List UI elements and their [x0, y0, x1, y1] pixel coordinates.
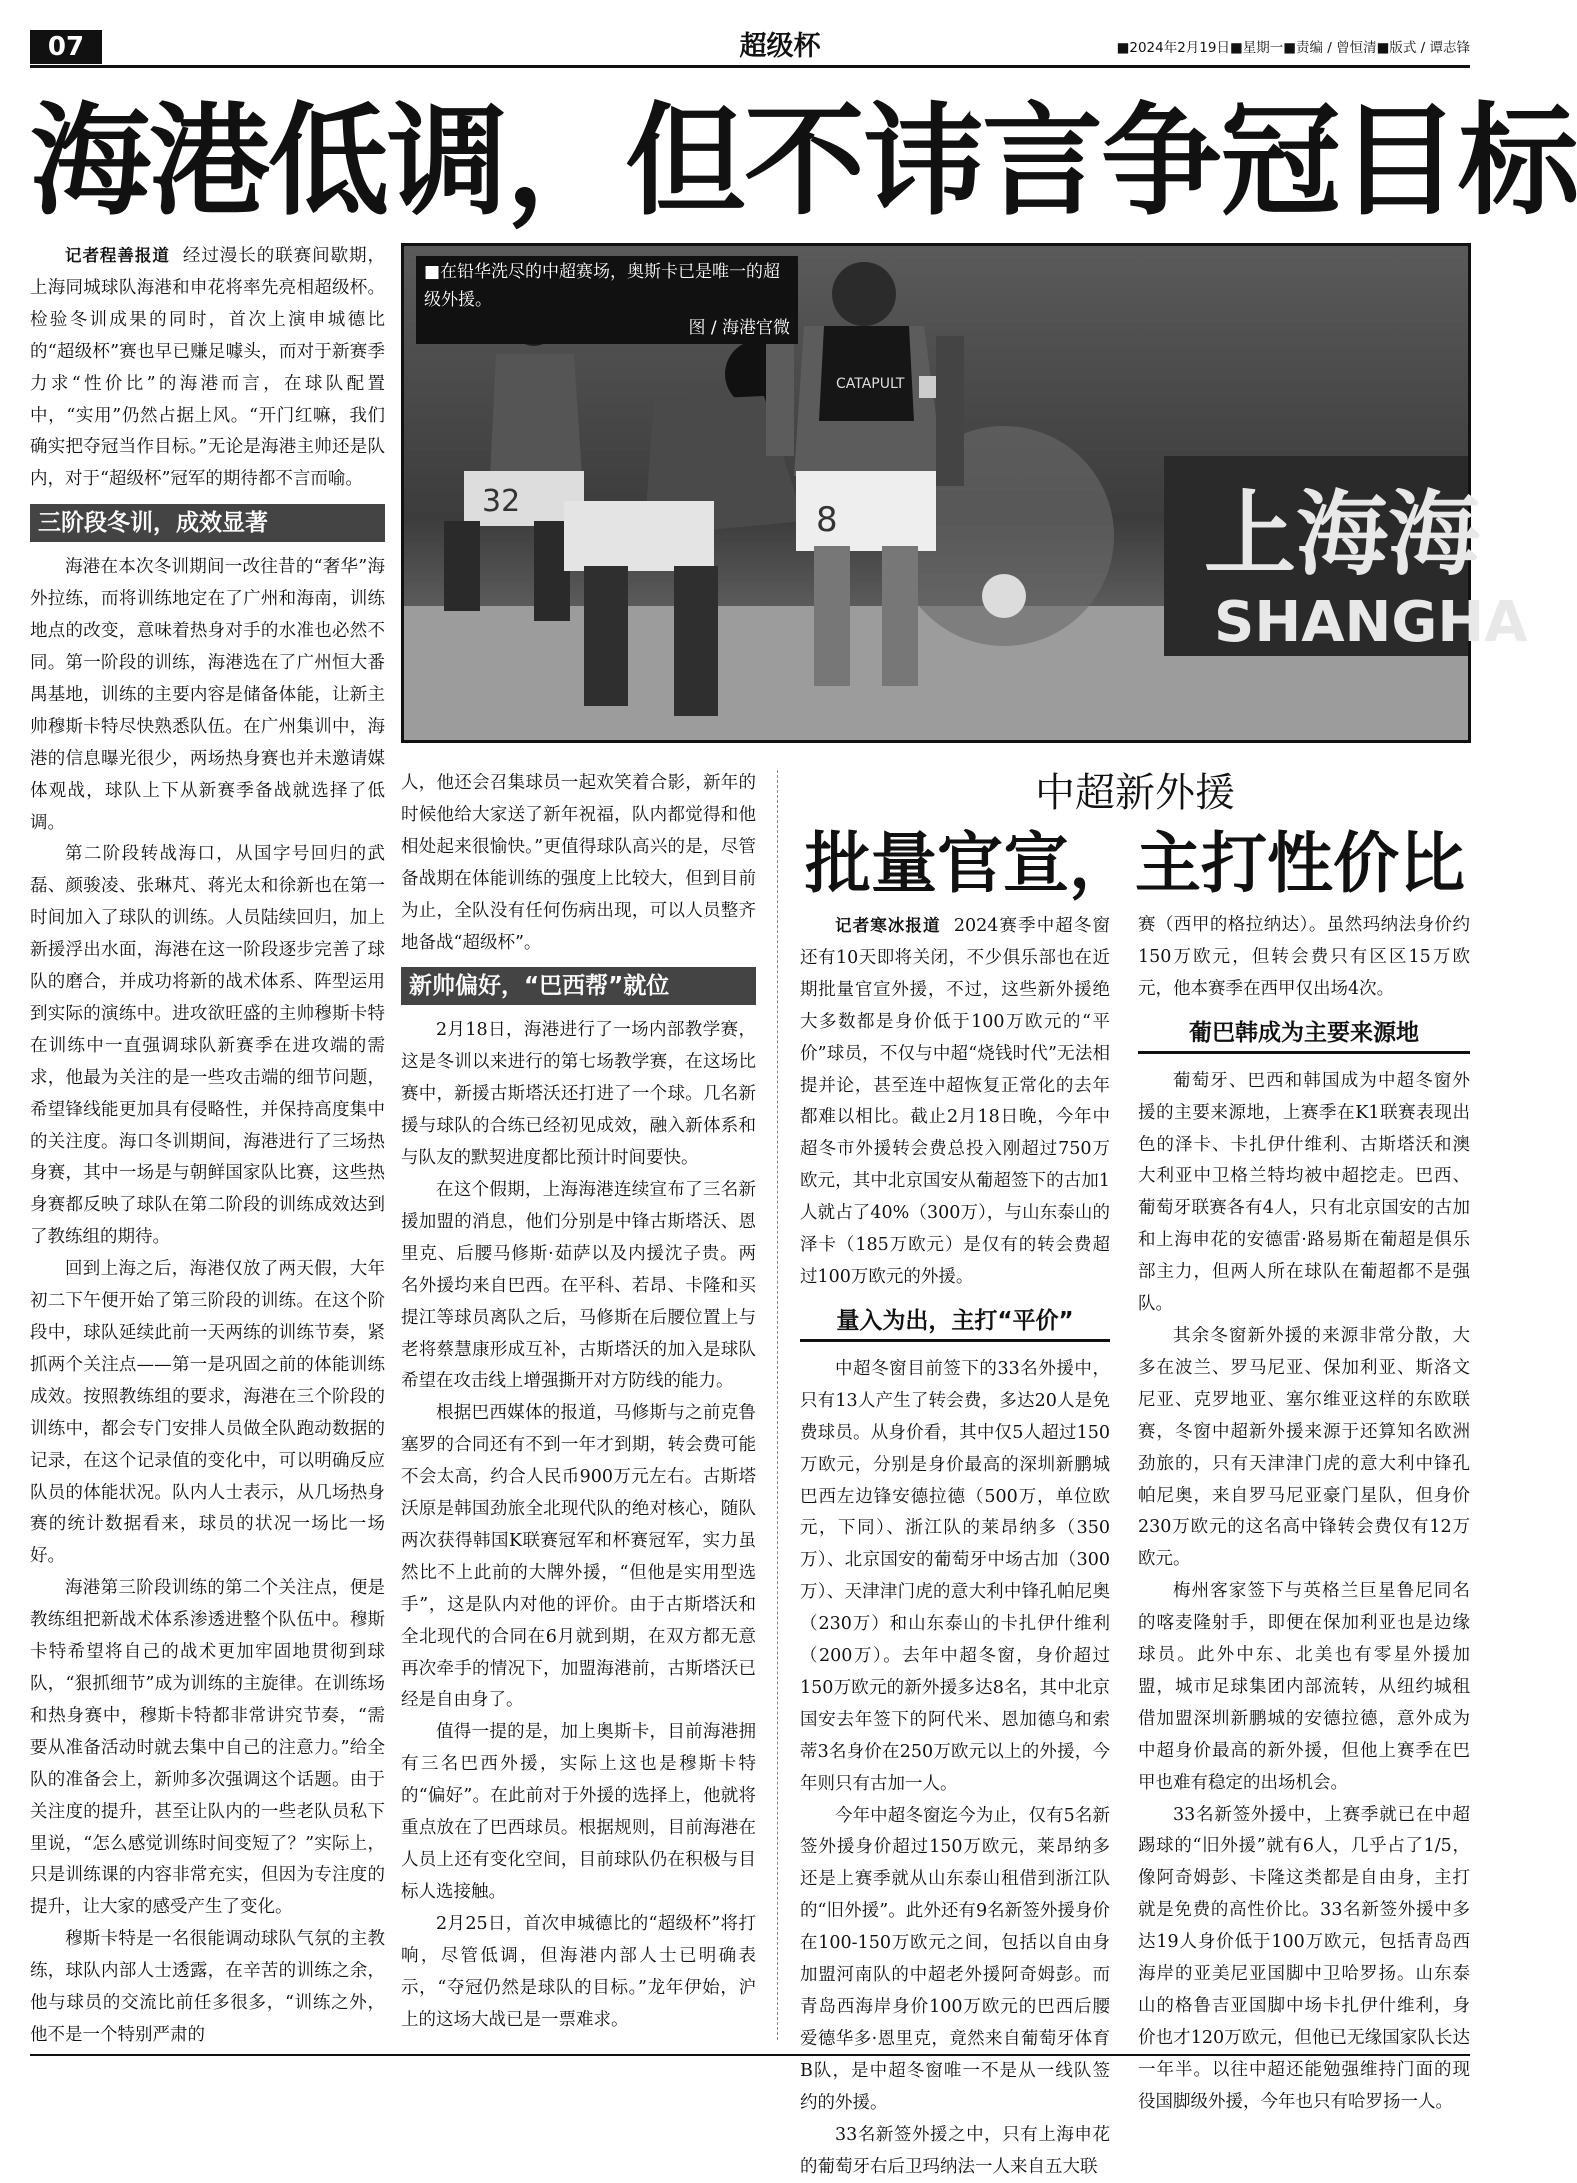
main-article-byline: 记者程善报道 — [65, 246, 170, 265]
photo-caption-text: ■在铅华洗尽的中超赛场，奥斯卡已是唯一的超级外援。 — [424, 262, 781, 310]
section-name: 超级杯 — [739, 31, 821, 62]
page-header — [30, 28, 1470, 68]
paragraph: 中超冬窗目前签下的33名外援中，只有13人产生了转会费，多达20人是免费球员。从身价看，其中仅5人超过150万欧元，分别是身价最高的深圳新鹏城巴西左边锋安德拉德（500万，单位欧元，下同）、浙江队的莱昂纳多（350万）、北京国安的葡萄牙中场古加（300万）、天津津门虎的意大利中锋孔帕尼奥（230万）和山东泰山的卡扎伊什维利（200万）。去年中超冬窗，身价超过150万欧元的新外援多达8名，其中北京国安去年签下的阿代米、恩加德乌和索蒂3名身价在250万欧元以上的外援，今年则只有古加一人。 — [800, 1358, 1110, 1794]
paragraph: 2024赛季中超冬窗还有10天即将关闭，不少俱乐部也在近期批量官宣外援，不过，这些新外援绝大多数都是身价低于100万欧元的“平价”球员，不仅与中超“烧钱时代”无法相提并论，甚至连中超恢复正常化的去年都难以相比。截止2月18日晚，今年中超冬市外援转会费总投入刚超过750万欧元，其中北京国安从葡超签下的古加1人就占了40%（300万），与山东泰山的泽卡（185万欧元）是仅有的转会费超过100万欧元的外援。 — [800, 916, 1110, 1287]
feature-photo — [401, 243, 1528, 743]
main-article-lead-text: 经过漫长的联赛间歇期，上海同城球队海港和申花将率先亮相超级杯。检验冬训成果的同时，首次上演申城德比的“超级杯”赛也早已赚足噱头，而对于新赛季力求“性价比”的海港而言，在球队配置中，“实用”仍然占据上风。“开门红嘛，我们确实把夺冠当作目标。”无论是海港主帅还是队内，对于“超级杯”冠军的期待都不言而喻。 — [30, 246, 386, 490]
shirt-number-back: 32 — [482, 484, 521, 519]
shirt-number-front: 8 — [816, 500, 838, 540]
page-number: 07 — [30, 30, 102, 64]
paragraph: 今年中超冬窗迄今为止，仅有5名新签外援身价超过150万欧元，莱昂纳多还是上赛季就从山东泰山租借到浙江队的“旧外援”。此外还有9名新签外援身价在100-150万欧元之间，包括以自由身加盟河南队的中超老外援阿奇姆彭。而青岛西海岸身价100万欧元的巴西后腰爱德华多·恩里克，竟然来自葡萄牙体育B队，是中超冬窗唯一不是从一线队签约的外援。 — [800, 1805, 1110, 2113]
paragraph: 穆斯卡特是一名很能调动球队气氛的主教练，球队内部人士透露，在辛苦的训练之余，他与球员的交流比前任多很多，“训练之外，他不是一个特别严肃的 — [30, 1929, 385, 2045]
main-article-column-1 — [30, 240, 386, 2045]
side-article-column-2 — [1138, 910, 1470, 2112]
paragraph: 33名新签外援之中，只有上海申花的葡萄牙右后卫玛纳法一人来自五大联 — [800, 2124, 1110, 2177]
side-article-byline: 记者寒冰报道 — [835, 916, 941, 935]
paragraph: 海港第三阶段训练的第二个关注点，便是教练组把新战术体系渗透进整个队伍中。穆斯卡特希望将自己的战术更加牢固地贯彻到球队，“狠抓细节”成为训练的主旋律。在训练场和热身赛中，穆斯卡特都非常讲究节奏，“需要从准备活动时就去集中自己的注意力。”给全队的准备会上，新帅多次强调这个话题。由于关注度的提升，甚至让队内的一些老队员私下里说，“怎么感觉训练时间变短了？”实际上，只是训练课的内容非常充实，但因为专注度的提升，让大家的感受产生了变化。 — [30, 1578, 385, 1918]
side-article-headline: 批量官宣，主打性价比 — [805, 825, 1465, 902]
paragraph: 第二阶段转战海口，从国字号回归的武磊、颜骏凌、张琳芃、蒋光太和徐新也在第一时间加入了球队的训练。人员陆续回归，加上新援浮出水面，海港在这一阶段逐步完善了球队的磨合，并成功将新的战术体系、阵型运用到实际的演练中。进攻欲旺盛的主帅穆斯卡特在训练中一直强调球队新赛季在进攻端的需求，他最为关注的是一些攻击端的细节问题，希望锋线能更加具有侵略性，并保持高度集中的关注度。海口冬训期间，海港进行了三场热身赛，其中一场是与朝鲜国家队比赛，这些热身赛都反映了球队在第二阶段的训练成效达到了教练组的期待。 — [30, 844, 385, 1248]
paragraph: 梅州客家签下与英格兰巨星鲁尼同名的喀麦隆射手，即便在保加利亚也是边缘球员。此外中东、北美也有零星外援加盟，城市足球集团内部流转，从纽约城租借加盟深圳新鹏城的安德拉德，意外成为中超身价最高的新外援，但他上赛季在巴甲也难有稳定的出场机会。 — [1138, 1581, 1470, 1793]
main-headline: 海港低调，但不讳言争冠目标 — [30, 91, 1577, 232]
subhead-flat-price: 量入为出，主打“平价” — [800, 1302, 1110, 1342]
paragraph: 在这个假期，上海海港连续宣布了三名新援加盟的消息，他们分别是中锋古斯塔沃、恩里克、后腰马修斯·茹萨以及内援沈子贵。两名外援均来自巴西。在平科、若昂、卡隆和买提江等球员离队之后，马修斯在后腰位置上与老将蔡慧康形成互补，古斯塔沃的加入是球队希望在攻击线上增强撕开对方防线的能力。 — [401, 1179, 756, 1392]
subhead-brazil-group: 新帅偏好，“巴西帮”就位 — [401, 967, 756, 1005]
subhead-winter-training: 三阶段冬训，成效显著 — [30, 504, 385, 542]
side-article-lead — [800, 910, 1110, 1294]
board-text-cn: 上海海 — [1204, 481, 1481, 588]
paragraph: 33名新签外援中，上赛季就已在中超踢球的“旧外援”就有6人，几乎占了1/5，像阿奇姆彭、卡隆这类都是自由身，主打就是免费的高性价比。33名新签外援中多达19人身价低于100万欧元，包括青岛西海岸的亚美尼亚国脚中卫哈罗扬。山东泰山的格鲁吉亚国脚中场卡扎伊什维利，身价也才120万欧元，但他已无缘国家队长达一年半。以往中超还能勉强维持门面的现役国脚级外援，今年也只有哈罗扬一人。 — [1138, 1804, 1470, 2112]
subhead-source-countries: 葡巴韩成为主要来源地 — [1138, 1014, 1470, 1054]
paragraph: 人，他还会召集球员一起欢笑着合影，新年的时候他给大家送了新年祝福，队内都觉得和他相处起来很愉快。”更值得球队高兴的是，尽管备战期在体能训练的强度上比较大，但到目前为止，全队没有任何伤病出现，可以人员整齐地备战“超级杯”。 — [401, 773, 756, 953]
side-article-kicker: 中超新外援 — [1035, 770, 1235, 816]
side-article-column-1 — [800, 910, 1110, 2177]
photo-credit: 图 / 海港官微 — [688, 318, 790, 338]
paragraph: 赛（西甲的格拉纳达）。虽然玛纳法身价约150万欧元，但转会费只有区区15万欧元，他本赛季在西甲仅出场4次。 — [1138, 915, 1470, 999]
main-article-lead — [30, 240, 385, 496]
vest-text: CATAPULT — [836, 376, 905, 392]
paragraph: 2月25日，首次申城德比的“超级杯”将打响，尽管低调，但海港内部人士已明确表示，“夺冠仍然是球队的目标。”龙年伊始，沪上的这场大战已是一票难求。 — [401, 1913, 756, 2030]
paragraph: 值得一提的是，加上奥斯卡，目前海港拥有三名巴西外援，实际上这也是穆斯卡特的“偏好”。在此前对于外援的选择上，他就将重点放在了巴西球员。根据规则，目前海港在人员上还有变化空间，目前球队仍在积极与目标人选接触。 — [401, 1722, 756, 1902]
paragraph: 其余冬窗新外援的来源非常分散，大多在波兰、罗马尼亚、保加利亚、斯洛文尼亚、克罗地亚、塞尔维亚这样的东欧联赛，冬窗中超新外援来源于还算知名欧洲劲旅的，只有天津津门虎的意大利中锋孔帕尼奥，来自罗马尼亚豪门星队，但身价230万欧元的这名高中锋转会费仅有12万欧元。 — [1138, 1325, 1470, 1570]
board-text-en: SHANGHA — [1214, 590, 1528, 655]
photo-caption — [416, 256, 798, 344]
paragraph: 海港在本次冬训期间一改往昔的“奢华”海外拉练，而将训练地定在了广州和海南，训练地点的改变，意味着热身对手的水准也必然不同。第一阶段的训练，海港选在了广州恒大番禺基地，训练的主要内容是储备体能，让新主帅穆斯卡特尽快熟悉队伍。在广州集训中，海港的信息曝光很少，两场热身赛也并未邀请媒体观战，球队上下从新赛季备战就选择了低调。 — [30, 557, 385, 833]
main-article-column-2 — [401, 768, 756, 2040]
footer-rule — [30, 2054, 1470, 2056]
paragraph: 回到上海之后，海港仅放了两天假，大年初二下午便开始了第三阶段的训练。在这个阶段中，球队延续此前一天两练的训练节奏，紧抓两个关注点——第一是巩固之前的体能训练成效。按照教练组的要求，海港在三个阶段的训练中，都会专门安排人员做全队跑动数据的记录，在这个记录值的变化中，可以明确反应队员的体能状况。队内人士表示，从几场热身赛的统计数据看来，球员的状况一场比一场好。 — [30, 1259, 385, 1567]
issue-info: ■2024年2月19日■星期一■责编 / 曾恒清■版式 / 谭志锋 — [1116, 40, 1470, 56]
paragraph: 2月18日，海港进行了一场内部教学赛，这是冬训以来进行的第七场教学赛，在这场比赛中，新援古斯塔沃还打进了一个球。几名新援与球队的合练已经初见成效，融入新体系和与队友的默契进度都比预计时间要快。 — [401, 1020, 756, 1169]
paragraph: 葡萄牙、巴西和韩国成为中超冬窗外援的主要来源地，上赛季在K1联赛表现出色的泽卡、卡扎伊什维利、古斯塔沃和澳大利亚中卫格兰特均被中超挖走。巴西、葡萄牙联赛各有4人，只有北京国安的古加和上海申花的安德雷·路易斯在葡超是俱乐部主力，但两人所在球队在葡超都不是强队。 — [1138, 1070, 1470, 1315]
paragraph: 根据巴西媒体的报道，马修斯与之前克鲁塞罗的合同还有不到一年才到期，转会费可能不会太高，约合人民币900万元左右。古斯塔沃原是韩国劲旅全北现代队的绝对核心，随队两次获得韩国K联赛冠军和杯赛冠军，实力虽然比不上此前的大牌外援，“但他是实用型选手”，这是队内对他的评价。由于古斯塔沃和全北现代的合同在6月就到期，在双方都无意再次牵手的情况下，加盟海港前，古斯塔沃已经是自由身了。 — [401, 1403, 756, 1711]
column-divider — [777, 770, 778, 2040]
